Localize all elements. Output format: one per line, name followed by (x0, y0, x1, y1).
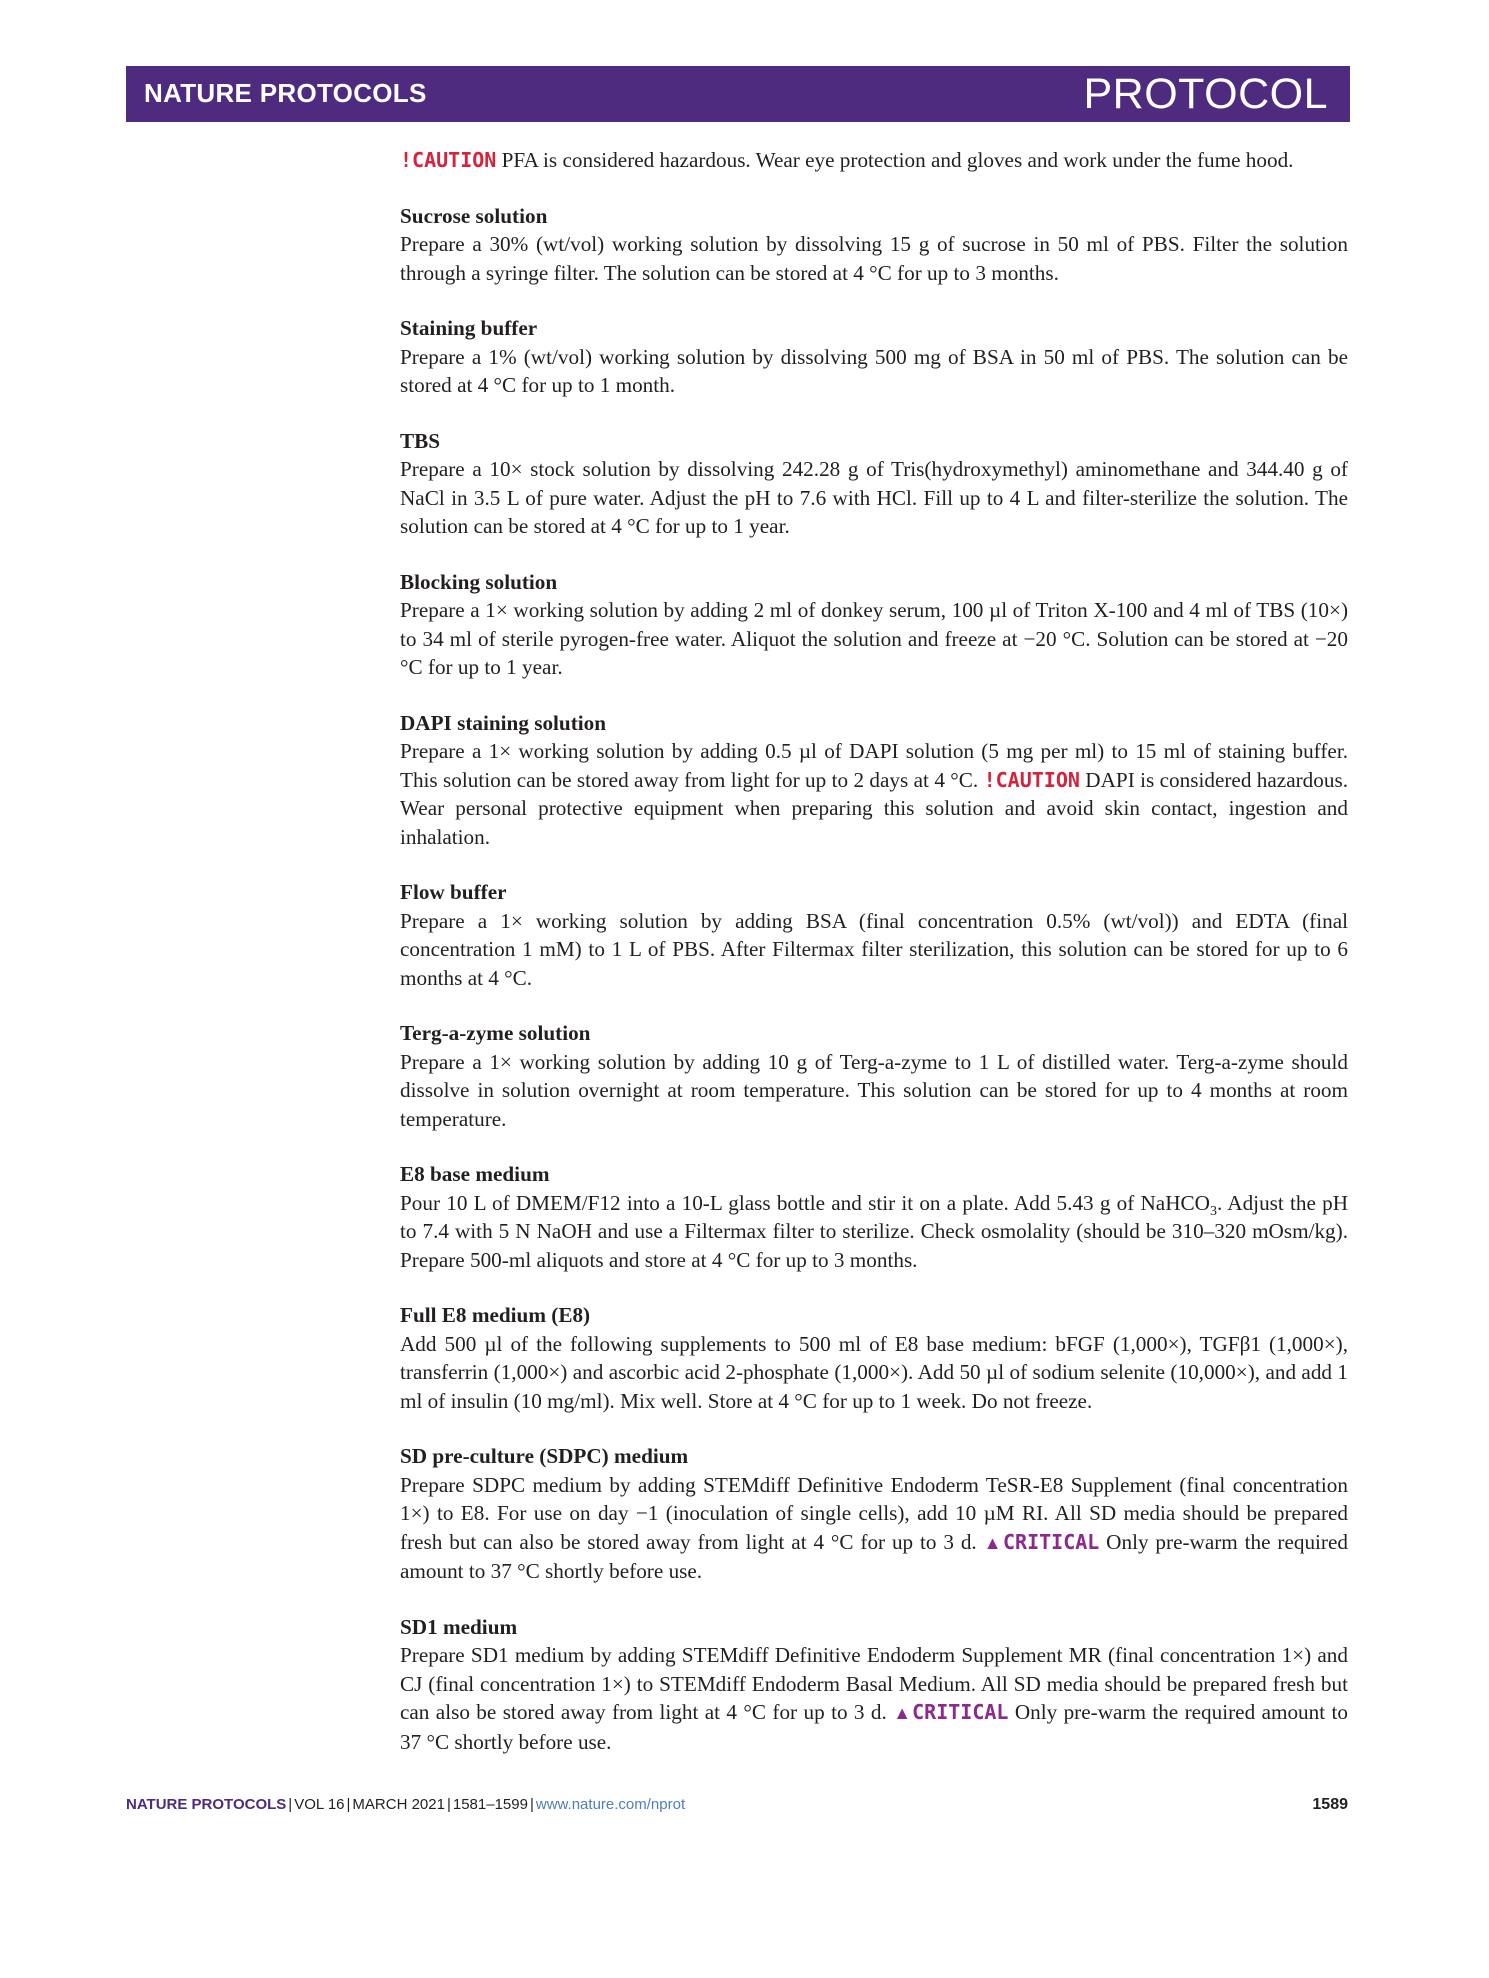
footer-separator: | (288, 1796, 293, 1813)
recipe-text-part: Pour 10 L of DMEM/F12 into a 10-L glass bottle and stir it on a plate. Add 5.43 g of NaHCO (400, 1190, 1210, 1215)
footer-separator: | (446, 1796, 451, 1813)
caution-label: !CAUTION (400, 148, 497, 172)
recipe-sd1-medium (400, 1613, 1348, 1757)
recipe-title: TBS (400, 428, 441, 453)
recipe-text (400, 737, 1348, 851)
journal-name: NATURE PROTOCOLS (144, 78, 427, 108)
recipe-text-part: Prepare SDPC medium by adding STEMdiff Definitive Endoderm TeSR-E8 Supplement (final concentration 1×) to E8. For use on day −1 (inoculation of single cells), add 10 µM RI. All SD media should be prepared fresh but can also be stored away from light at 4 °C for up to 3 d. (400, 1472, 1348, 1554)
recipe-text (400, 1641, 1348, 1756)
footer-volume: VOL 16 (294, 1796, 345, 1813)
recipe-title: DAPI staining solution (400, 710, 607, 735)
footer-journal: NATURE PROTOCOLS (126, 1796, 287, 1813)
recipe-text-part: Only pre-warm the required amount to 37 °C shortly before use. (400, 1700, 1348, 1754)
recipe-sucrose-solution (400, 202, 1348, 288)
recipe-title: Terg-a-zyme solution (400, 1021, 591, 1045)
recipe-title: Full E8 medium (E8) (400, 1303, 591, 1327)
recipe-title: SD pre-culture (SDPC) medium (400, 1444, 689, 1468)
recipe-text-part: DAPI is considered hazardous. Wear personal protective equipment when preparing this solution and avoid skin contact, ingestion and inhalation. (400, 767, 1348, 849)
recipe-sdpc-medium (400, 1442, 1348, 1586)
recipe-terg-a-zyme-solution (400, 1019, 1348, 1133)
block-text: PFA is considered hazardous. Wear eye protection and gloves and work under the fume hood. (496, 148, 1294, 172)
recipe-text: Prepare a 1× working solution by adding 2 ml of donkey serum, 100 µl of Triton X-100 and 4 ml of TBS (10×) to 34 ml of sterile pyrogen-free water. Aliquot the solution and freeze at −20 °C. Solution can be stored at −20 °C for up to 1 year. (400, 598, 1348, 679)
caution-label: !CAUTION (983, 767, 1080, 792)
recipe-title: Staining buffer (400, 316, 538, 340)
recipe-text-part: Prepare SD1 medium by adding STEMdiff Definitive Endoderm Supplement MR (final concentration 1×) and CJ (final concentration 1×) to STEMdiff Endoderm Basal Medium. All SD media should be prepared fresh but can also be stored away from light at 4 °C for up to 3 d. (400, 1643, 1348, 1724)
recipe-title: Sucrose solution (400, 203, 548, 228)
recipe-title: E8 base medium (400, 1162, 550, 1186)
footer-separator: | (529, 1796, 534, 1813)
block-body (400, 146, 1348, 175)
page-number: 1589 (1312, 1796, 1348, 1813)
recipe-flow-buffer (400, 878, 1348, 992)
recipe-title: Flow buffer (400, 880, 507, 904)
recipe-title: Blocking solution (400, 569, 558, 594)
recipe-text: Prepare a 1% (wt/vol) working solution by dissolving 500 mg of BSA in 50 ml of PBS. The solution can be stored at 4 °C for up to 1 month. (400, 344, 1348, 397)
recipe-full-e8-medium (400, 1301, 1348, 1415)
critical-label: CRITICAL (1002, 1529, 1100, 1554)
journal-header-bar (126, 66, 1350, 122)
recipe-title: SD1 medium (400, 1614, 518, 1639)
recipe-text-part: Only pre-warm the required amount to 37 °C shortly before use. (400, 1529, 1348, 1583)
recipe-text: Prepare a 30% (wt/vol) working solution by dissolving 15 g of sucrose in 50 ml of PBS. Filter the solution through a syringe filter. The solution can be stored at 4 °C for up to 3 months. (400, 232, 1348, 285)
pfa-caution-block (400, 146, 1348, 175)
recipe-text-part: . Adjust the pH to 7.4 with 5 N NaOH and use a Filtermax filter to sterilize. Check osmolality (should be 310–320 mOsm/kg). Prepare 500-ml aliquots and store at 4 °C for up to 3 months. (400, 1190, 1348, 1272)
page-footer (126, 1796, 1348, 1813)
recipe-text: Add 500 µl of the following supplements to 500 ml of E8 base medium: bFGF (1,000×), TGFβ1 (1,000×), transferrin (1,000×) and ascorbic acid 2-phosphate (1,000×). Add 50 µl of sodium selenite (10,000×), and add 1 ml of insulin (10 mg/ml). Mix well. Store at 4 °C for up to 1 week. Do not freeze. (400, 1331, 1348, 1413)
recipe-text (400, 1471, 1348, 1586)
page-content (400, 146, 1348, 1783)
recipe-text: Prepare a 1× working solution by adding BSA (final concentration 0.5% (wt/vol)) and EDTA (final concentration 1 mM) to 1 L of PBS. After Filtermax filter sterilization, this solution can be stored for up to 6 months at 4 °C. (400, 908, 1348, 990)
critical-label: CRITICAL (912, 1700, 1009, 1724)
recipe-blocking-solution (400, 568, 1348, 682)
recipe-text: Prepare a 10× stock solution by dissolving 242.28 g of Tris(hydroxymethyl) aminomethane and 344.40 g of NaCl in 3.5 L of pure water. Adjust the pH to 7.6 with HCl. Fill up to 4 L and filter-sterilize the solution. The solution can be stored at 4 °C for up to 1 year. (400, 457, 1348, 538)
critical-triangle-icon: ▲ (893, 1703, 913, 1723)
subscript: 3 (1209, 1203, 1217, 1219)
recipe-dapi-staining-solution (400, 709, 1348, 852)
recipe-text: Prepare a 1× working solution by adding 10 g of Terg-a-zyme to 1 L of distilled water. Terg-a-zyme should dissolve in solution overnight at room temperature. This solution can be stored for up to 4 months at room temperature. (400, 1049, 1348, 1131)
recipe-e8-base-medium (400, 1160, 1348, 1274)
recipe-tbs (400, 427, 1348, 541)
footer-date: MARCH 2021 (352, 1796, 445, 1813)
recipe-text (400, 1189, 1348, 1275)
section-label: PROTOCOL (1083, 70, 1328, 118)
critical-triangle-icon: ▲ (983, 1532, 1003, 1553)
footer-separator: | (346, 1796, 351, 1813)
footer-pages: 1581–1599 (452, 1796, 528, 1813)
footer-url-link[interactable]: www.nature.com/nprot (535, 1796, 686, 1813)
recipe-staining-buffer (400, 314, 1348, 400)
recipe-text-part: Prepare a 1× working solution by adding 0.5 µl of DAPI solution (5 mg per ml) to 15 ml of staining buffer. This solution can be stored away from light for up to 2 days at 4 °C. (400, 739, 1348, 792)
